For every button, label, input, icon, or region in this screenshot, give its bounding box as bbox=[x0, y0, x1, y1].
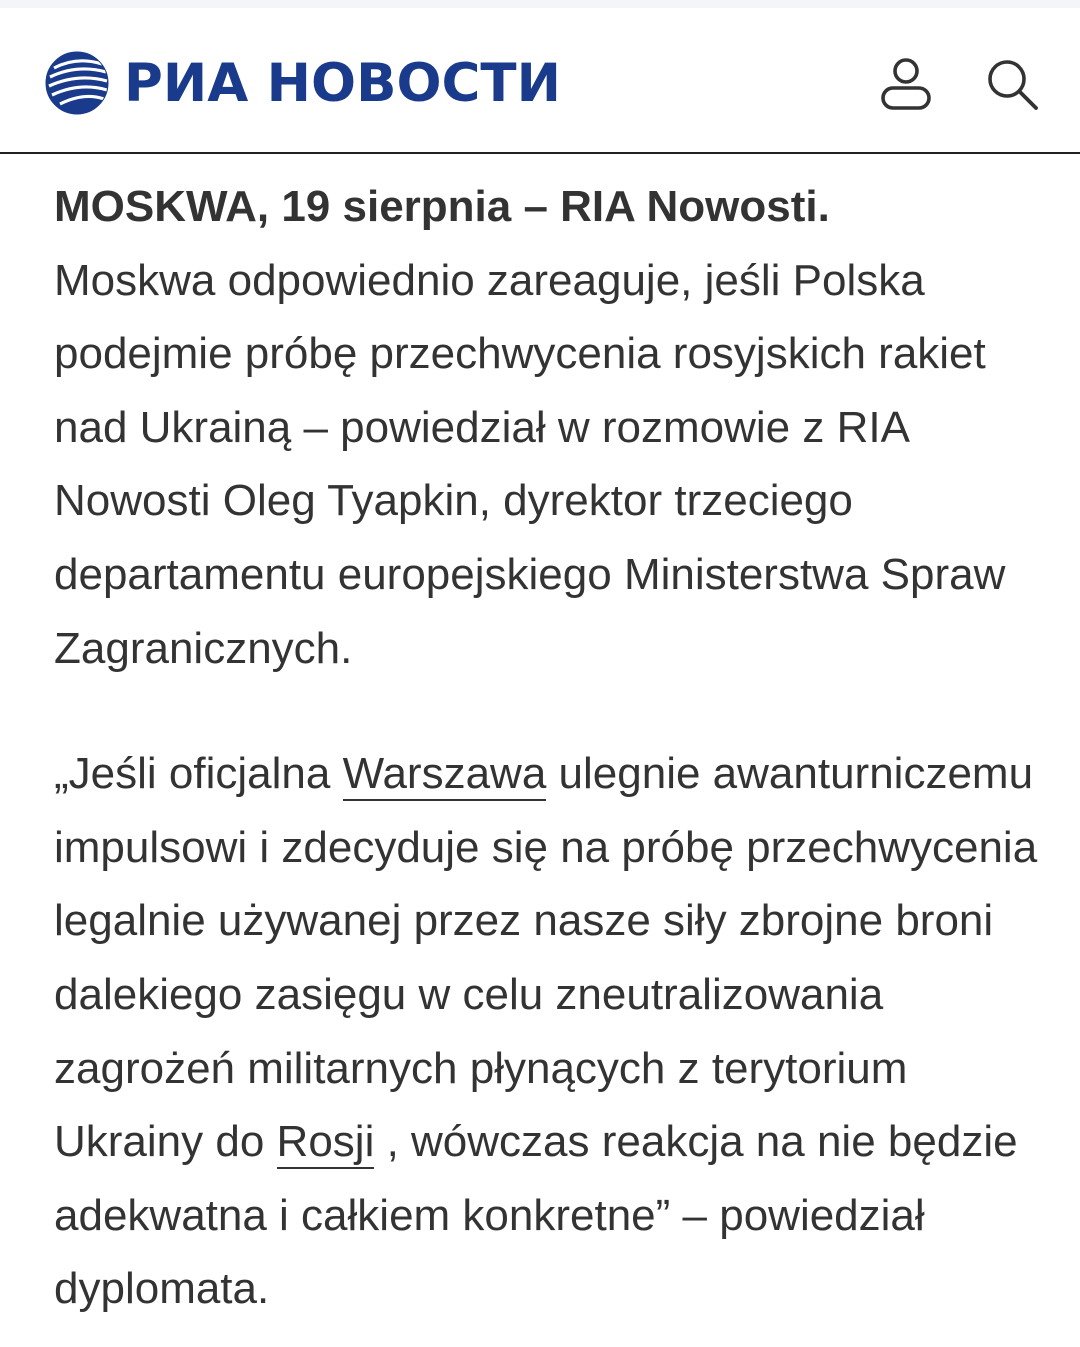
site-header bbox=[0, 8, 1080, 154]
search-button[interactable] bbox=[980, 52, 1044, 116]
logo-text: РИА НОВОСТИ bbox=[124, 52, 561, 114]
user-account-button[interactable] bbox=[874, 52, 938, 116]
article-body bbox=[54, 170, 1044, 1326]
lead-paragraph bbox=[54, 170, 1044, 685]
user-icon bbox=[879, 57, 933, 111]
quote-text-part-1: „Jeśli oficjalna bbox=[54, 749, 343, 799]
globe-logo-icon bbox=[44, 50, 110, 116]
quote-paragraph bbox=[54, 737, 1044, 1326]
lead-text: Moskwa odpowiednio zareaguje, jeśli Polska podejmie próbę przechwycenia rosyjskich rakiet nad Ukrainą – powiedział w rozmowie z RIA Nowosti Oleg Tyapkin, dyrektor trzeciego departamentu europejskiego Ministerstwa Spraw Zagranicznych. bbox=[54, 255, 1006, 673]
search-icon bbox=[984, 56, 1040, 112]
link-rosji[interactable]: Rosji bbox=[277, 1117, 375, 1169]
dateline: MOSKWA, 19 sierpnia – RIA Nowosti. bbox=[54, 182, 830, 231]
link-warszawa[interactable]: Warszawa bbox=[343, 749, 547, 801]
quote-text-part-3: , wówczas reakcja na nie będzie adekwatna i całkiem konkretne” – powiedział dyplomata. bbox=[54, 1117, 1018, 1314]
quote-text-part-2: ulegnie awanturniczemu impulsowi i zdecyduje się na próbę przechwycenia legalnie używanej przez nasze siły zbrojne broni dalekiego zasięgu w celu zneutralizowania zagrożeń militarnych płynących z terytorium Ukrainy do bbox=[54, 749, 1038, 1167]
top-strip bbox=[0, 0, 1080, 8]
ria-novosti-logo[interactable] bbox=[44, 48, 561, 118]
